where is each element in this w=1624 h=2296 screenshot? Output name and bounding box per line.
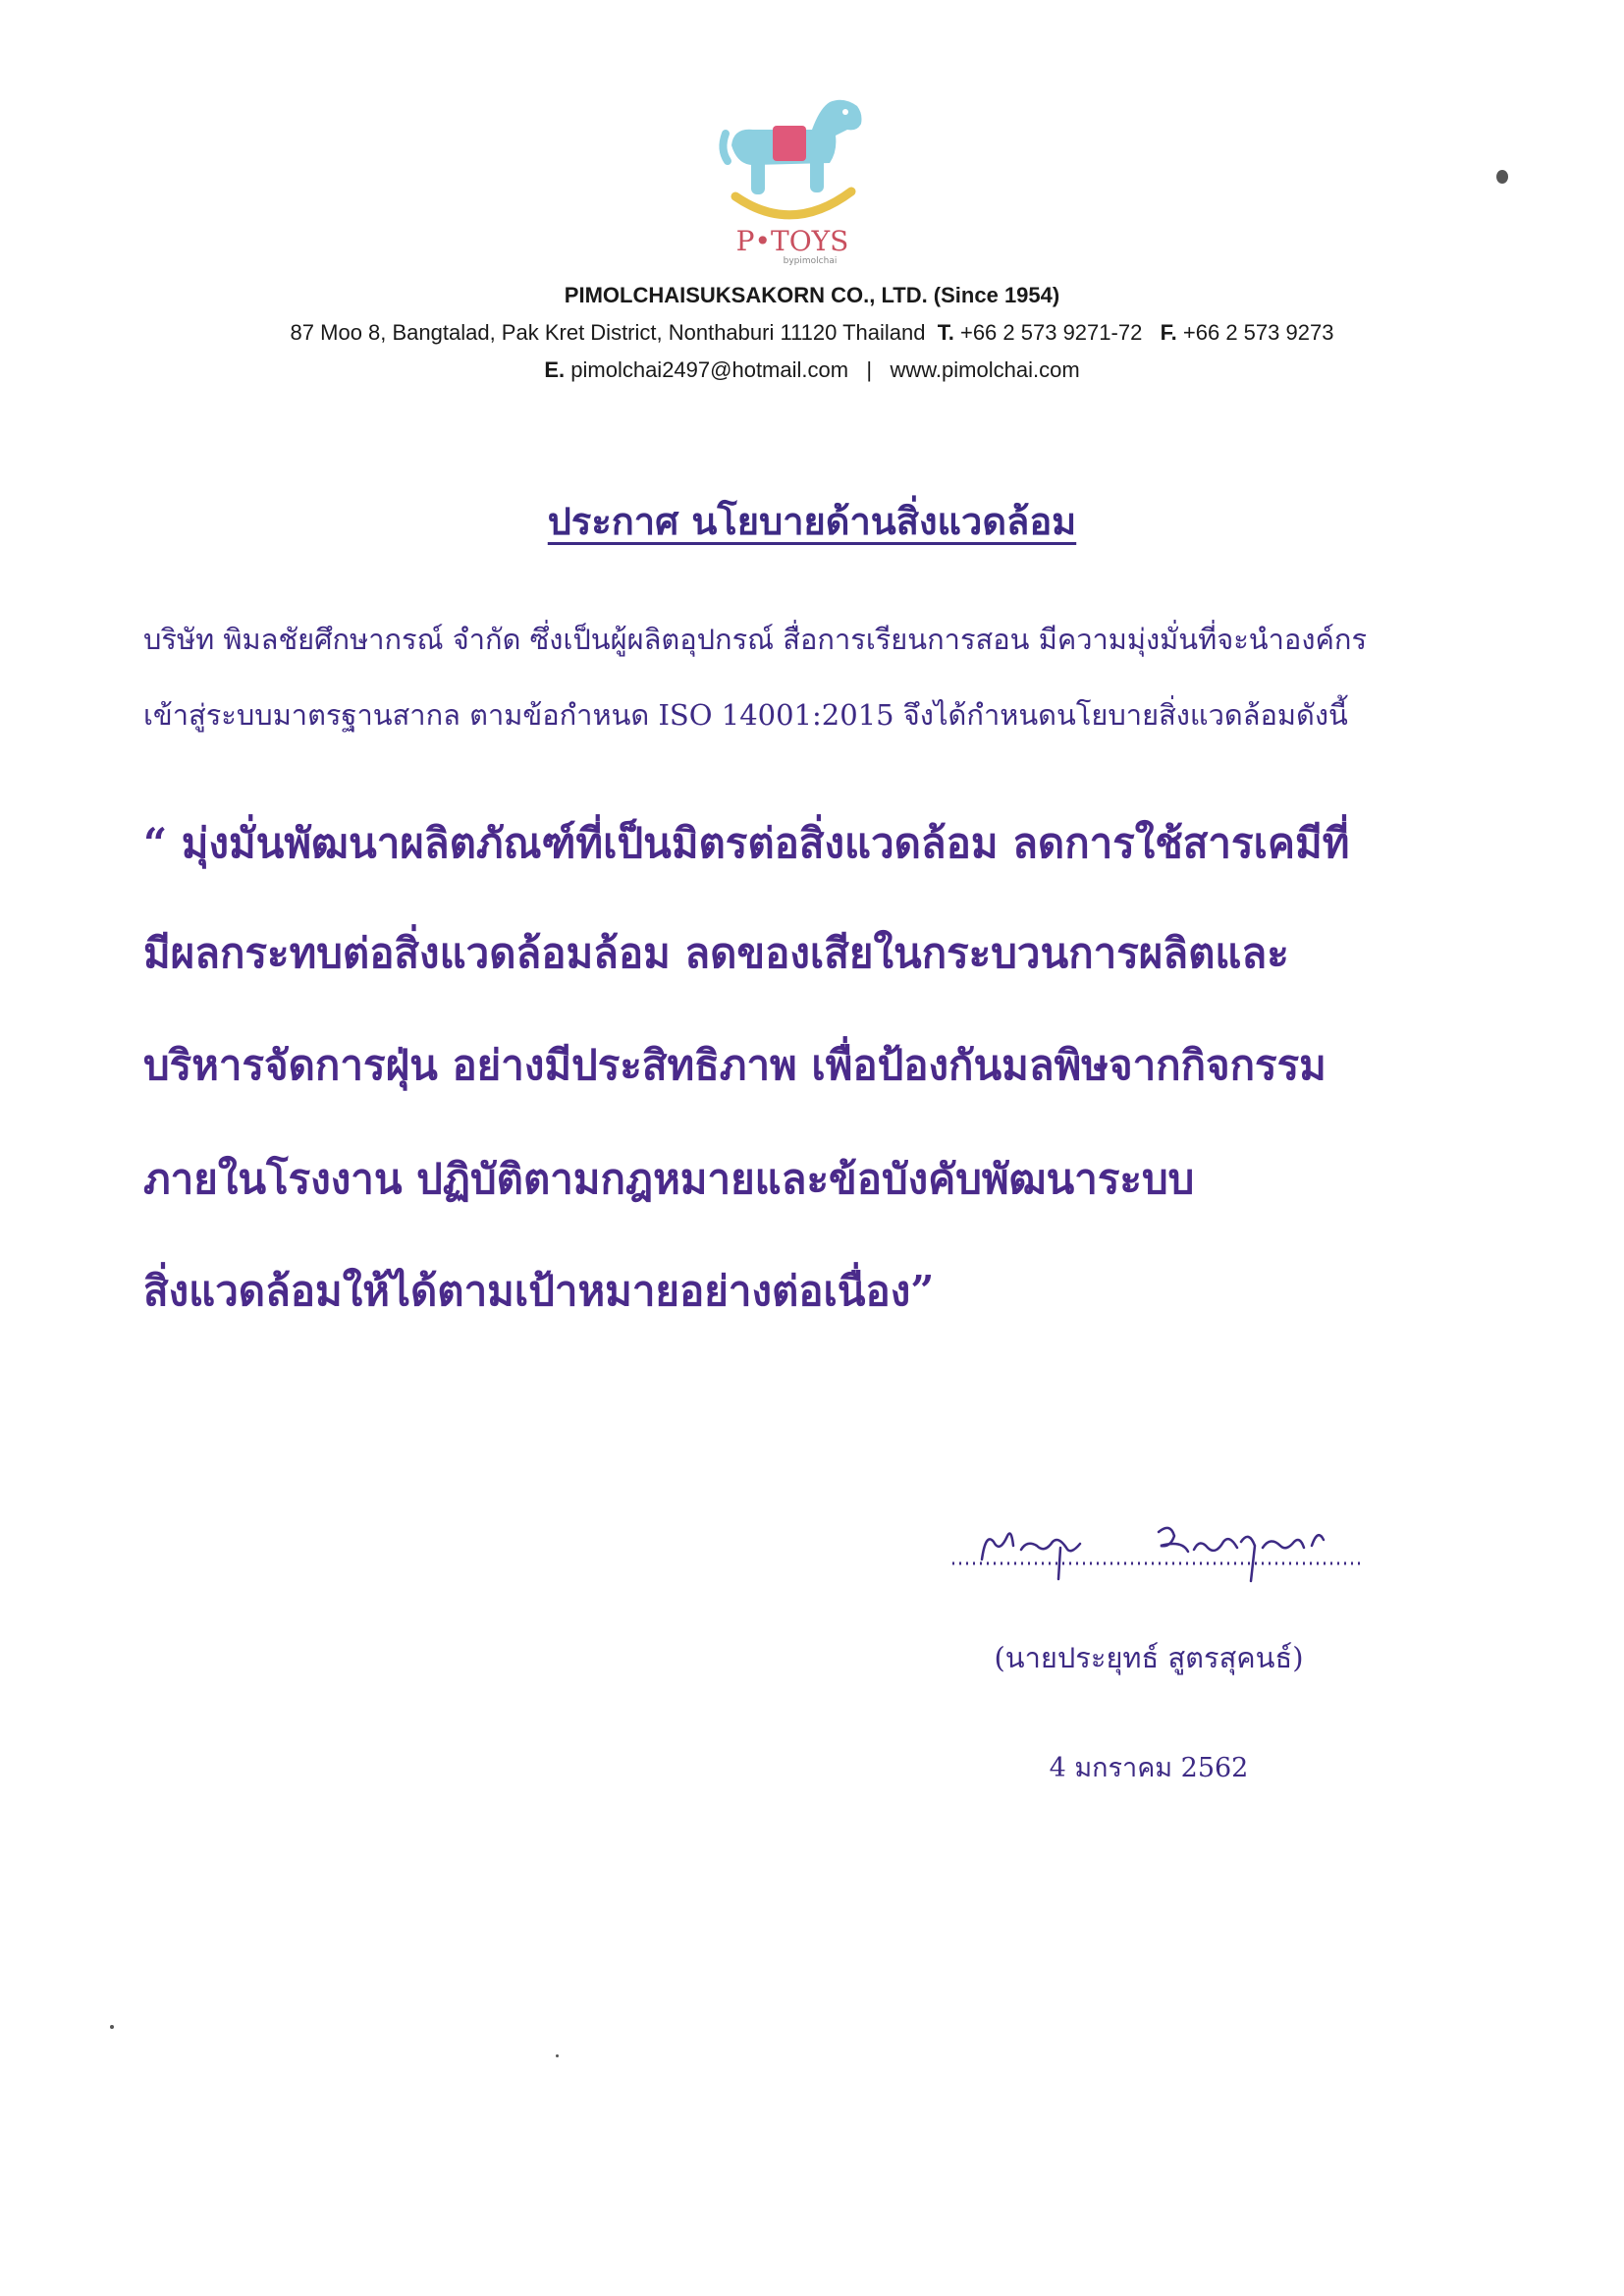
company-logo	[714, 88, 871, 265]
scan-speck	[556, 2054, 559, 2057]
document-title: ประกาศ นโยบายด้านสิ่งแวดล้อม	[547, 499, 1077, 543]
phone-number: +66 2 573 9271-72	[959, 320, 1143, 345]
fax-label: F.	[1160, 320, 1177, 345]
email-label: E.	[544, 357, 566, 382]
logo-tagline: bypimolchai	[783, 256, 838, 265]
fax-number: +66 2 573 9273	[1182, 320, 1334, 345]
rocking-horse-icon	[723, 100, 861, 215]
scan-speck	[1496, 170, 1508, 184]
signature-date: 4 มกราคม 2562	[1049, 1753, 1249, 1783]
logo-brand-text: P•TOYS	[735, 225, 849, 257]
contact-line-email	[0, 357, 1624, 383]
policy-line-2: มีผลกระทบต่อสิ่งแวดล้อมล้อม ลดของเสียในกระบวนการผลิตและ	[143, 929, 1289, 977]
policy-line-4: ภายในโรงงาน ปฏิบัติตามกฎหมายและข้อบังคับพัฒนาระบบ	[143, 1155, 1195, 1203]
scan-speck	[110, 2025, 114, 2029]
email-address: pimolchai2497@hotmail.com	[570, 357, 849, 382]
company-name: PIMOLCHAISUKSAKORN CO., LTD. (Since 1954)	[564, 283, 1060, 307]
policy-line-5: สิ่งแวดล้อมให้ได้ตามเป้าหมายอย่างต่อเนื่อง”	[143, 1267, 935, 1315]
signer-name: (นายประยุทธ์ สูตรสุคนธ์)	[994, 1641, 1304, 1674]
intro-line-1: บริษัท พิมลชัยศึกษากรณ์ จำกัด ซึ่งเป็นผู้ผลิตอุปกรณ์ สื่อการเรียนการสอน มีความมุ่งมั่นที่จะนำองค์กร	[143, 623, 1368, 656]
website: www.pimolchai.com	[890, 357, 1080, 382]
phone-label: T.	[937, 320, 954, 345]
separator: |	[866, 357, 873, 382]
policy-line-1: “ มุ่งมั่นพัฒนาผลิตภัณฑ์ที่เป็นมิตรต่อสิ่งแวดล้อม ลดการใช้สารเคมีที่	[143, 819, 1350, 867]
address: 87 Moo 8, Bangtalad, Pak Kret District, Nonthaburi 11120 Thailand	[290, 320, 926, 345]
handwritten-signature	[943, 1503, 1365, 1591]
contact-line-address	[0, 320, 1624, 346]
policy-line-3: บริหารจัดการฝุ่น อย่างมีประสิทธิภาพ เพื่อป้องกันมลพิษจากกิจกรรม	[143, 1041, 1326, 1089]
intro-line-2: เข้าสู่ระบบมาตรฐานสากล ตามข้อกำหนด ISO 14001:2015 จึงได้กำหนดนโยบายสิ่งแวดล้อมดังนี้	[143, 698, 1348, 732]
